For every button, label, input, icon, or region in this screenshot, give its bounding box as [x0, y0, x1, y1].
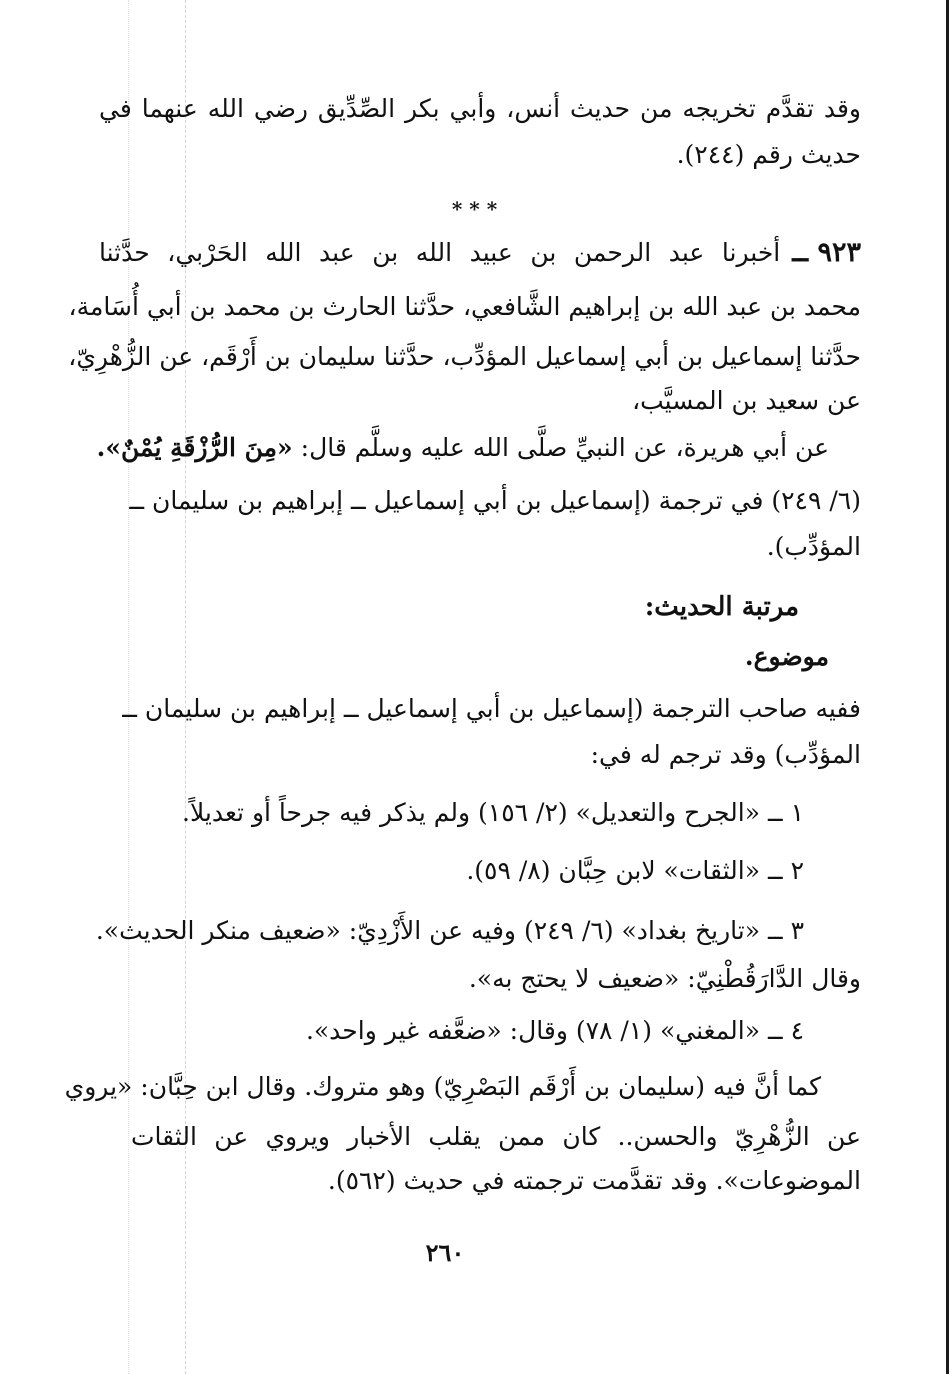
hadith-text-line — [96, 431, 829, 465]
text-line: (٦/ ٢٤٩) في ترجمة (إسماعيل بن أبي إسماعيل ــ إبراهيم بن سليمان ــ — [129, 486, 861, 515]
hadith-matn: «مِنَ الرُّزْقَةِ يُمْنٌ». — [96, 433, 293, 462]
text-line: كما أنَّ فيه (سليمان بن أَرْقَم البَصْرِيّ) وهو متروك. وقال ابن حِبَّان: «يروي — [64, 1072, 821, 1101]
reference-item: ٤ ــ «المغني» (١/ ٧٨) وقال: «ضعَّفه غير واحد». — [305, 1016, 804, 1045]
text-line: أخبرنا عبد الرحمن بن عبيد الله بن عبد الله الحَرْبي، حدَّثنا — [99, 238, 781, 267]
hadith-opening-line — [99, 236, 861, 270]
reference-item: ٣ ــ «تاريخ بغداد» (٦/ ٢٤٩) وفيه عن الأَزْدِيّ: «ضعيف منكر الحديث». — [95, 916, 804, 945]
text-line: حديث رقم (٢٤٤). — [676, 140, 861, 169]
text-line: حدَّثنا إسماعيل بن أبي إسماعيل المؤدِّب، حدَّثنا سليمان بن أَرْقَم، عن الزُّهْرِيّ، — [68, 342, 861, 371]
text-line: المؤدِّب) وقد ترجم له في: — [590, 740, 861, 769]
section-heading: مرتبة الحديث: — [644, 592, 799, 622]
text-line: ففيه صاحب الترجمة (إسماعيل بن أبي إسماعيل ــ إبراهيم بن سليمان ــ — [122, 694, 861, 723]
reference-item: ٢ ــ «الثقات» لابن حِبَّان (٨/ ٥٩). — [466, 856, 804, 885]
section-separator: * * * — [451, 197, 498, 221]
reference-item: ١ ــ «الجرح والتعديل» (٢/ ١٥٦) ولم يذكر فيه جرحاً أو تعديلاً. — [182, 798, 804, 827]
text-line: عن الزُّهْرِيّ والحسن.. كان ممن يقلب الأخبار ويروي عن الثقات — [131, 1122, 861, 1151]
text-line: عن أبي هريرة، عن النبيِّ صلَّى الله عليه وسلَّم قال: — [300, 433, 829, 462]
text-line: عن سعيد بن المسيَّب، — [632, 386, 861, 415]
text-line: المؤدِّب). — [766, 532, 861, 561]
text-line: وقال الدَّارَقُطْنِيّ: «ضعيف لا يحتج به». — [468, 964, 861, 993]
text-line: الموضوعات». وقد تقدَّمت ترجمته في حديث (٥٦٢). — [327, 1166, 861, 1195]
page-number: ٢٦٠ — [425, 1238, 465, 1267]
text-line: وقد تقدَّم تخريجه من حديث أنس، وأبي بكر الصِّدِّيق رضي الله عنهما في — [99, 94, 861, 123]
grading-verdict: موضوع. — [744, 642, 829, 671]
text-line: محمد بن عبد الله بن إبراهيم الشَّافعي، حدَّثنا الحارث بن محمد بن أبي أُسَامة، — [68, 292, 861, 321]
hadith-number: ٩٢٣ ــ — [792, 237, 861, 268]
